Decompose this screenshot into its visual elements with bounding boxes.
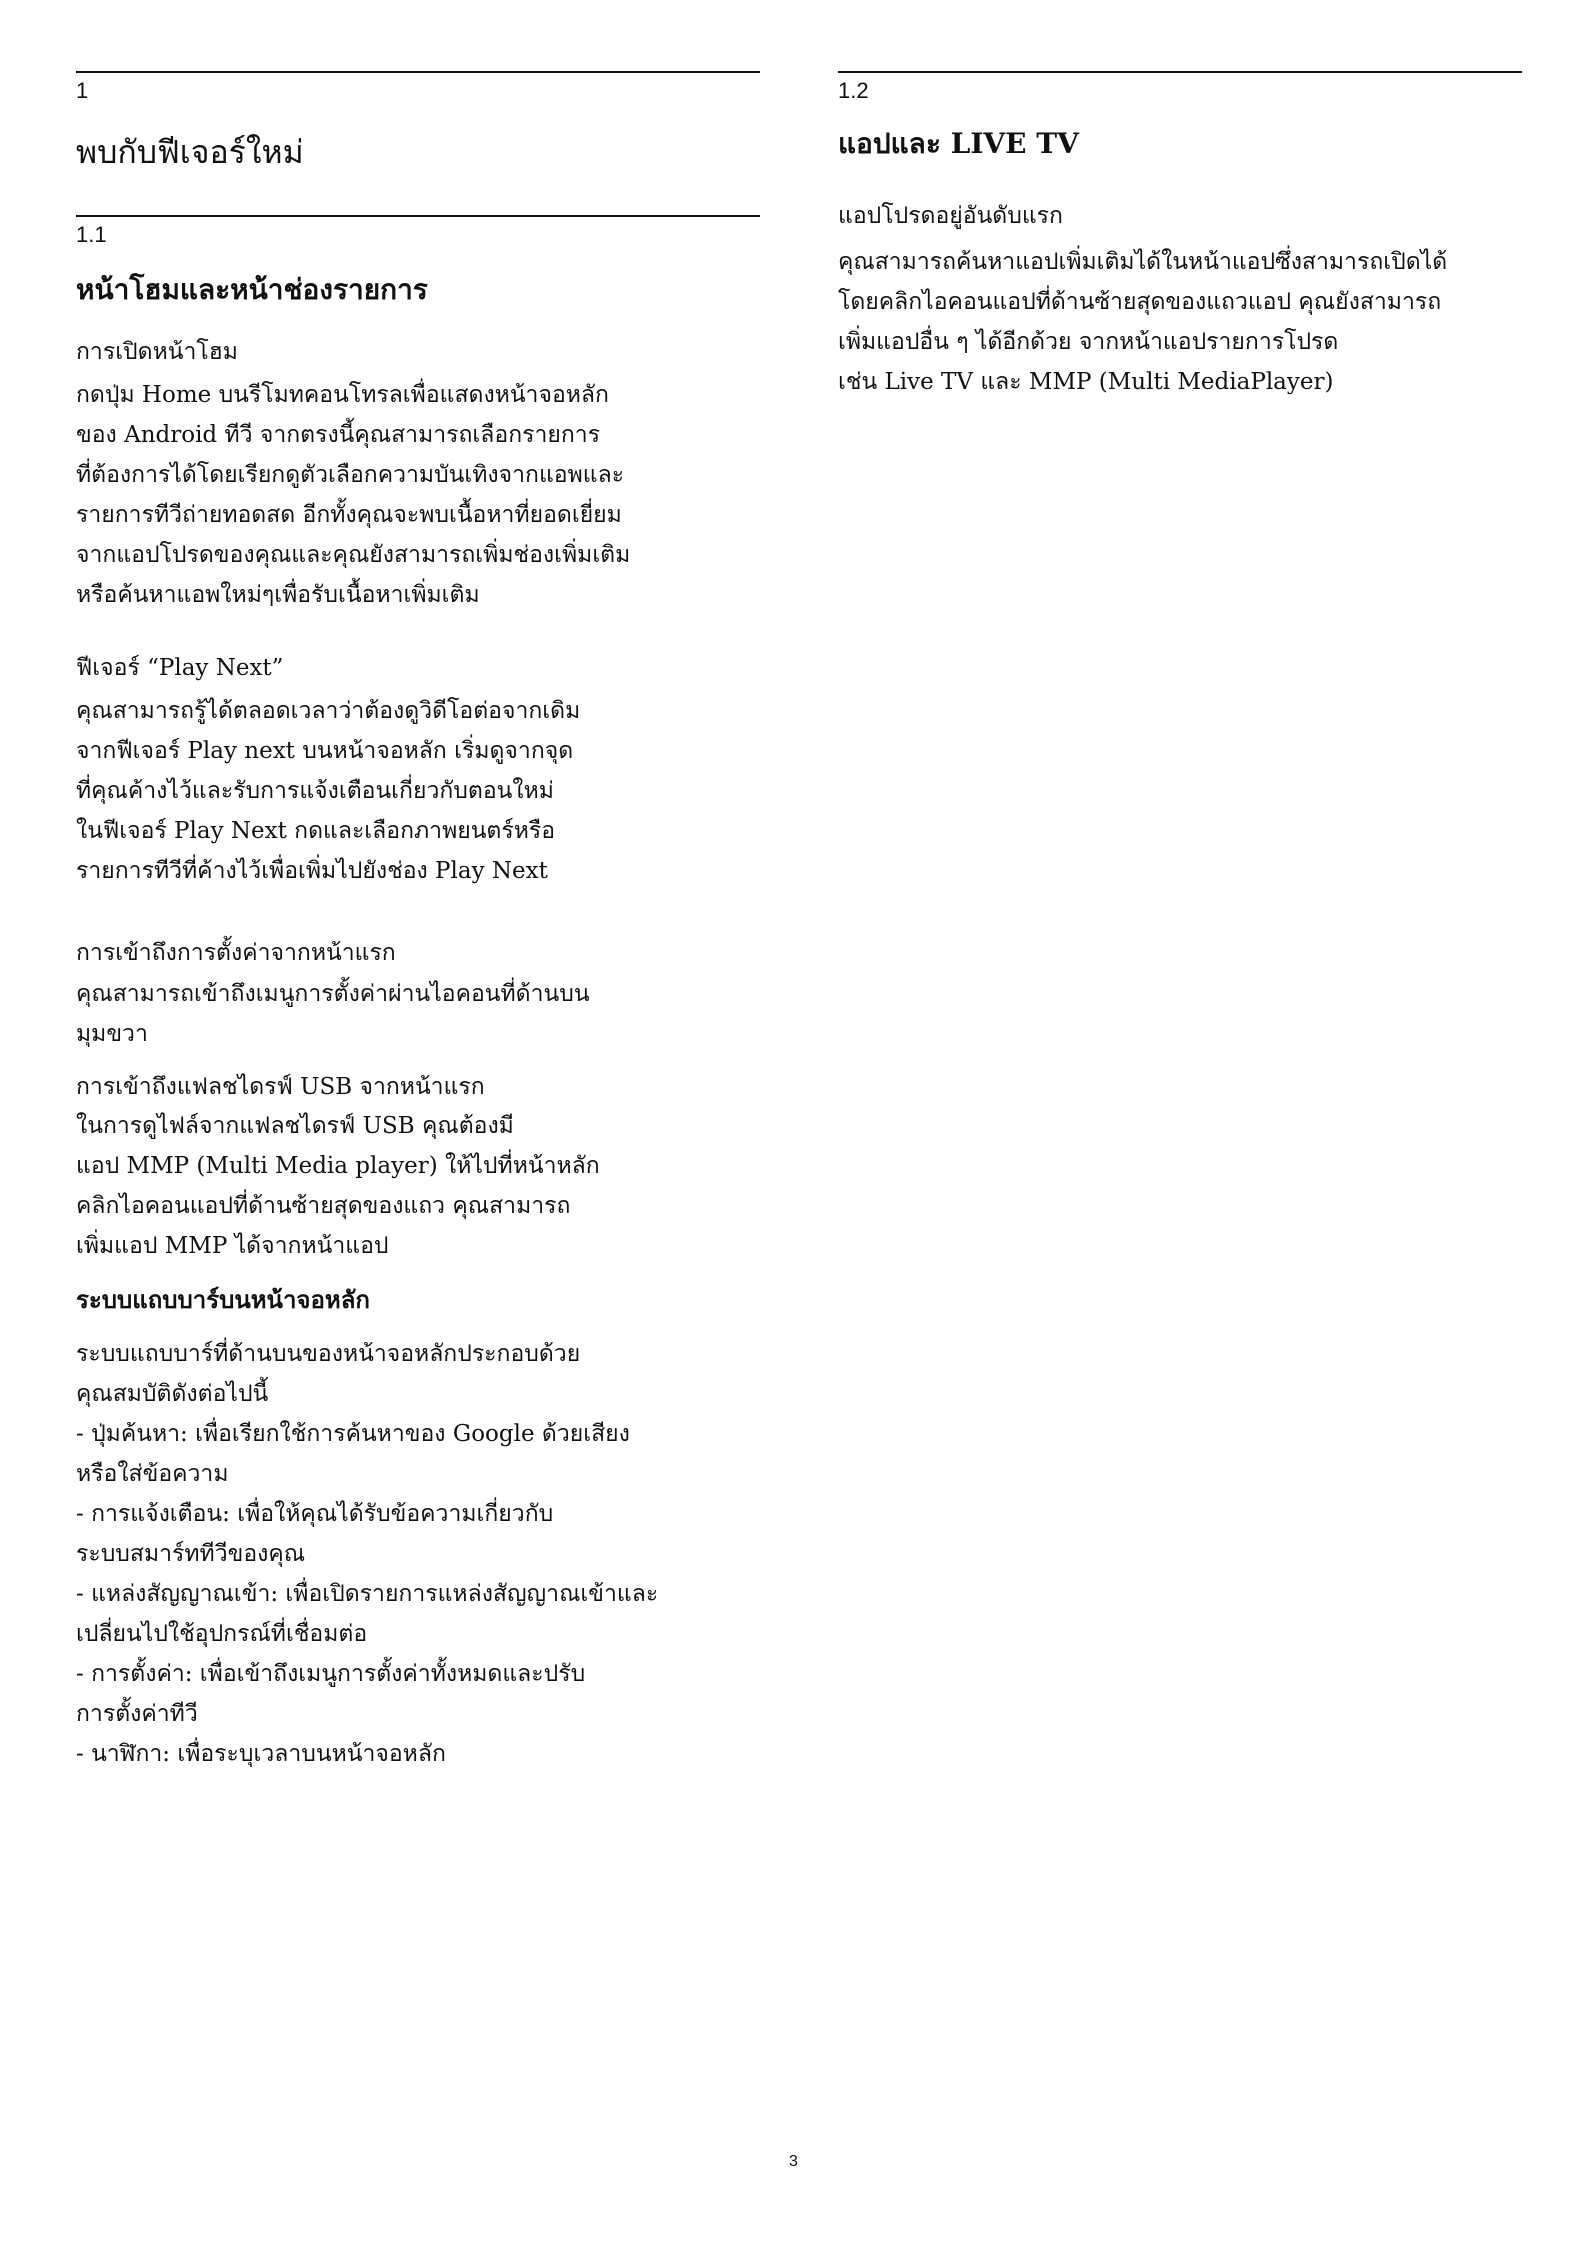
paragraph-line: รายการทีวีที่ค้างไว้เพื่อเพิ่มไปยังช่อง Play Next bbox=[76, 858, 548, 884]
section-rule bbox=[76, 215, 760, 217]
section-title: หน้าโฮมและหน้าช่องรายการ bbox=[76, 273, 428, 306]
paragraph-line: โดยคลิกไอคอนแอปที่ด้านซ้ายสุดของแถวแอป คุณยังสามารถ bbox=[838, 289, 1442, 315]
chapter-number: 1 bbox=[76, 78, 89, 103]
paragraph-line: หรือค้นหาแอพใหม่ๆเพื่อรับเนื้อหาเพิ่มเติม bbox=[76, 582, 480, 608]
list-item: หรือใส่ข้อความ bbox=[76, 1461, 229, 1487]
paragraph-line: จากฟีเจอร์ Play next บนหน้าจอหลัก เริ่มดูจากจุด bbox=[76, 738, 574, 764]
list-item: - การแจ้งเตือน: เพื่อให้คุณได้รับข้อความเกี่ยวกับ bbox=[76, 1501, 554, 1527]
usb-access-paragraph bbox=[76, 1106, 600, 1266]
paragraph-line: ของ Android ทีวี จากตรงนี้คุณสามารถเลือกรายการ bbox=[76, 422, 601, 448]
paragraph-line: คุณสามารถรู้ได้ตลอดเวลาว่าต้องดูวิดีโอต่อจากเดิม bbox=[76, 698, 581, 724]
section-title: แอปและ LIVE TV bbox=[838, 127, 1079, 160]
list-item: คุณสมบัติดังต่อไปนี้ bbox=[76, 1381, 269, 1407]
list-item: - นาฬิกา: เพื่อระบุเวลาบนหน้าจอหลัก bbox=[76, 1741, 446, 1767]
list-item: เปลี่ยนไปใช้อุปกรณ์ที่เชื่อมต่อ bbox=[76, 1621, 368, 1647]
settings-access-label: การเข้าถึงการตั้งค่าจากหน้าแรก bbox=[76, 940, 396, 966]
status-bar-list bbox=[76, 1334, 658, 1774]
paragraph-line: ที่ต้องการได้โดยเรียกดูตัวเลือกความบันเทิงจากแอพและ bbox=[76, 462, 625, 488]
section-number: 1.1 bbox=[76, 222, 107, 247]
list-item: - แหล่งสัญญาณเข้า: เพื่อเปิดรายการแหล่งสัญญาณเข้าและ bbox=[76, 1581, 659, 1607]
paragraph-line: จากแอปโปรดของคุณและคุณยังสามารถเพิ่มช่องเพิ่มเติม bbox=[76, 542, 631, 568]
page-number: 3 bbox=[789, 2153, 798, 2170]
paragraph-line: ในการดูไฟล์จากแฟลชไดรฟ์ USB คุณต้องมี bbox=[76, 1113, 514, 1139]
paragraph-line: เช่น Live TV และ MMP (Multi MediaPlayer) bbox=[838, 369, 1334, 395]
favorites-label: แอปโปรดอยู่อันดับแรก bbox=[838, 203, 1063, 229]
list-item: การตั้งค่าทีวี bbox=[76, 1701, 198, 1727]
paragraph-line: คลิกไอคอนแอปที่ด้านซ้ายสุดของแถว คุณสามารถ bbox=[76, 1193, 571, 1219]
status-bar-title: ระบบแถบบาร์บนหน้าจอหลัก bbox=[76, 1285, 370, 1314]
paragraph-line: คุณสามารถค้นหาแอปเพิ่มเติมได้ในหน้าแอปซึ่งสามารถเปิดได้ bbox=[838, 249, 1448, 275]
chapter-title: พบกับฟีเจอร์ใหม่ bbox=[76, 133, 304, 171]
paragraph-line: รายการทีวีถ่ายทอดสด อีกทั้งคุณจะพบเนื้อหาที่ยอดเยี่ยม bbox=[76, 502, 622, 528]
paragraph-line: เพิ่มแอปอื่น ๆ ได้อีกด้วย จากหน้าแอปรายการโปรด bbox=[838, 329, 1339, 355]
home-open-paragraph bbox=[76, 375, 630, 615]
list-item: ระบบแถบบาร์ที่ด้านบนของหน้าจอหลักประกอบด้วย bbox=[76, 1341, 581, 1367]
list-item: - ปุ่มค้นหา: เพื่อเรียกใช้การค้นหาของ Google ด้วยเสียง bbox=[76, 1421, 630, 1447]
list-item: ระบบสมาร์ททีวีของคุณ bbox=[76, 1541, 306, 1567]
paragraph-line: ที่คุณค้างไว้และรับการแจ้งเตือนเกี่ยวกับตอนใหม่ bbox=[76, 778, 554, 804]
paragraph-line: แอป MMP (Multi Media player) ให้ไปที่หน้าหลัก bbox=[76, 1153, 600, 1179]
play-next-paragraph bbox=[76, 691, 580, 891]
usb-access-label: การเข้าถึงแฟลชไดรฟ์ USB จากหน้าแรก bbox=[76, 1074, 485, 1100]
section-number: 1.2 bbox=[838, 78, 869, 103]
settings-access-paragraph bbox=[76, 974, 590, 1054]
paragraph-line: มุมขวา bbox=[76, 1021, 148, 1047]
chapter-rule bbox=[76, 71, 760, 73]
paragraph-line: กดปุ่ม Home บนรีโมทคอนโทรลเพื่อแสดงหน้าจอหลัก bbox=[76, 382, 609, 408]
play-next-label: ฟีเจอร์ “Play Next” bbox=[76, 655, 284, 681]
list-item: - การตั้งค่า: เพื่อเข้าถึงเมนูการตั้งค่าทั้งหมดและปรับ bbox=[76, 1661, 586, 1687]
section-rule bbox=[838, 71, 1522, 73]
paragraph-line: ในฟีเจอร์ Play Next กดและเลือกภาพยนตร์หรือ bbox=[76, 818, 556, 844]
home-open-label: การเปิดหน้าโฮม bbox=[76, 339, 238, 365]
favorites-paragraph bbox=[838, 242, 1447, 402]
paragraph-line: เพิ่มแอป MMP ได้จากหน้าแอป bbox=[76, 1233, 389, 1259]
paragraph-line: คุณสามารถเข้าถึงเมนูการตั้งค่าผ่านไอคอนที่ด้านบน bbox=[76, 981, 590, 1007]
